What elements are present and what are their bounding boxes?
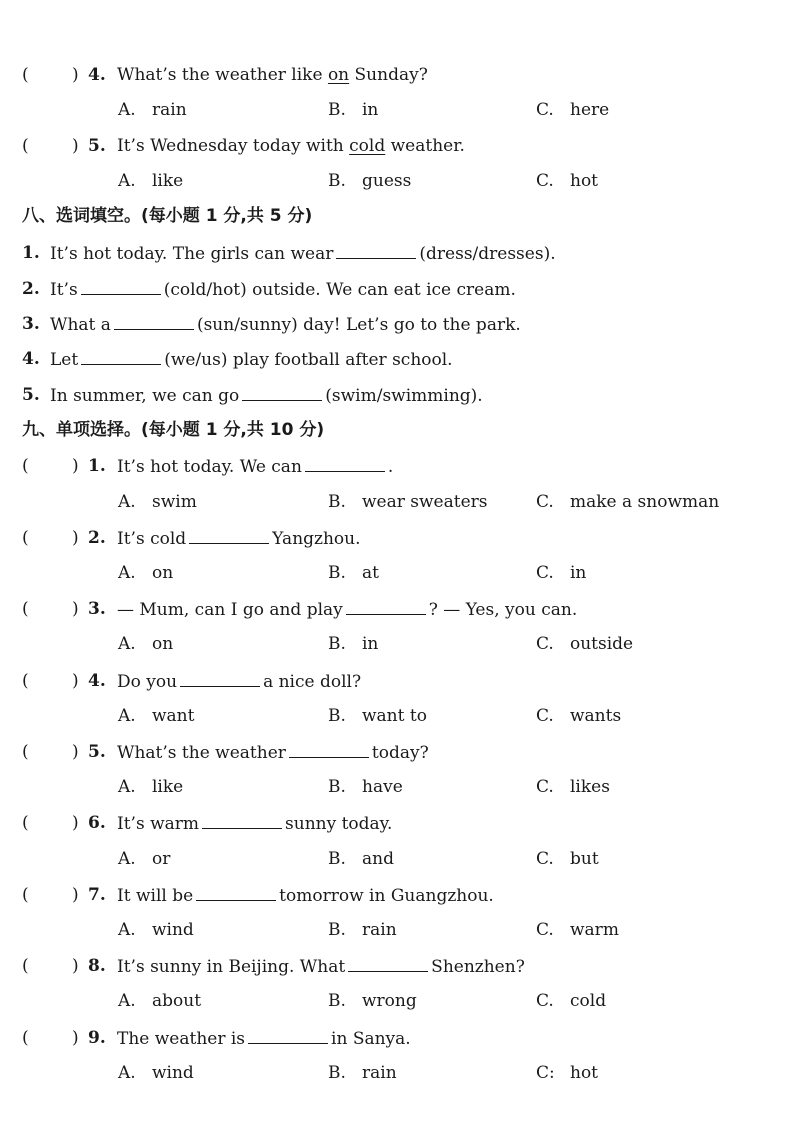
answer-blank	[248, 1025, 328, 1044]
answer-blank	[289, 739, 369, 758]
option-c: C. likes	[536, 777, 610, 797]
answer-blank	[348, 953, 428, 972]
option-a: A. about	[118, 991, 202, 1011]
answer-paren-right: )	[72, 813, 79, 833]
answer-paren-right: )	[72, 885, 79, 905]
underlined-word: on	[327, 65, 350, 85]
question-number: 5.	[88, 742, 106, 762]
answer-paren-right: )	[72, 1028, 79, 1048]
fill-item-5	[0, 382, 800, 408]
item-stem: It’s (cold/hot) outside. We can eat ice cream.	[50, 276, 516, 303]
answer-paren-left[interactable]: (	[22, 1028, 29, 1048]
option-a: A. wind	[118, 920, 194, 940]
item-number: 1.	[22, 243, 40, 263]
mc-question-3-options	[0, 631, 800, 657]
mc-question-3	[0, 596, 800, 622]
option-a: A. wind	[118, 1063, 194, 1083]
item-stem: Let (we/us) play football after school.	[50, 346, 453, 373]
section-title: 八、选词填空。(每小题 1 分,共 5 分)	[22, 206, 313, 226]
question-stem: Do you a nice doll?	[117, 668, 361, 695]
answer-blank[interactable]	[81, 276, 161, 295]
question-stem: It’s cold Yangzhou.	[117, 525, 361, 552]
answer-blank	[346, 596, 426, 615]
answer-paren-left[interactable]: (	[22, 956, 29, 976]
question-stem: It’s sunny in Beijing. What Shenzhen?	[117, 953, 525, 980]
question-number: 5.	[88, 136, 106, 156]
section-8-title-row	[0, 203, 800, 229]
option-b: B. want to	[328, 706, 427, 726]
mc-question-6-options	[0, 846, 800, 872]
answer-paren-right: )	[72, 528, 79, 548]
mc-question-6	[0, 810, 800, 836]
mc-question-9	[0, 1025, 800, 1051]
answer-paren-left[interactable]: (	[22, 813, 29, 833]
answer-paren-left[interactable]: (	[22, 671, 29, 691]
answer-blank[interactable]	[81, 346, 161, 365]
option-a: A. like	[118, 777, 184, 797]
question-number: 3.	[88, 599, 106, 619]
item-number: 2.	[22, 279, 40, 299]
mc-question-1-options	[0, 489, 800, 515]
option-b: B. rain	[328, 920, 397, 940]
item-stem: In summer, we can go (swim/swimming).	[50, 382, 483, 409]
prev-question-5-options	[0, 168, 800, 194]
answer-paren-left[interactable]: (	[22, 456, 29, 476]
question-number: 4.	[88, 671, 106, 691]
option-c: C. warm	[536, 920, 619, 940]
answer-paren-left[interactable]: (	[22, 885, 29, 905]
mc-question-5-options	[0, 774, 800, 800]
mc-question-9-options	[0, 1060, 800, 1086]
question-stem: What’s the weather today?	[117, 739, 429, 766]
option-c: C. wants	[536, 706, 622, 726]
option-a: A. rain	[118, 100, 187, 120]
option-a: A. on	[118, 634, 174, 654]
question-stem: It’s hot today. We can .	[117, 453, 393, 480]
fill-item-3	[0, 311, 800, 337]
question-stem: What’s the weather like on Sunday?	[117, 65, 428, 85]
mc-question-4	[0, 668, 800, 694]
option-a: A. on	[118, 563, 174, 583]
item-stem: What a (sun/sunny) day! Let’s go to the park.	[50, 311, 521, 338]
item-number: 3.	[22, 314, 40, 334]
underlined-word: cold	[349, 136, 386, 156]
section-9-title-row	[0, 417, 800, 443]
option-c: C. hot	[536, 171, 599, 191]
option-b: B. wrong	[328, 991, 417, 1011]
option-c: C: hot	[536, 1063, 599, 1083]
option-b: B. in	[328, 100, 379, 120]
option-c: C. outside	[536, 634, 634, 654]
section-title: 九、单项选择。(每小题 1 分,共 10 分)	[22, 420, 325, 440]
answer-paren-right: )	[72, 65, 79, 85]
answer-blank	[180, 668, 260, 687]
mc-question-7	[0, 882, 800, 908]
question-number: 8.	[88, 956, 106, 976]
answer-paren-left: (	[22, 136, 29, 156]
mc-question-1	[0, 453, 800, 479]
option-c: C. in	[536, 563, 587, 583]
option-b: B. have	[328, 777, 403, 797]
question-stem: It’s warm sunny today.	[117, 810, 392, 837]
question-number: 7.	[88, 885, 106, 905]
option-b: B. at	[328, 563, 379, 583]
item-number: 5.	[22, 385, 40, 405]
option-c: C. cold	[536, 991, 607, 1011]
mc-question-7-options	[0, 917, 800, 943]
question-stem: The weather is in Sanya.	[117, 1025, 411, 1052]
answer-blank	[202, 810, 282, 829]
item-number: 4.	[22, 349, 40, 369]
option-c: C. make a snowman	[536, 492, 720, 512]
fill-item-1	[0, 240, 800, 266]
question-number: 1.	[88, 456, 106, 476]
mc-question-4-options	[0, 703, 800, 729]
option-b: B. wear sweaters	[328, 492, 488, 512]
mc-question-5	[0, 739, 800, 765]
question-stem: It’s Wednesday today with cold weather.	[117, 136, 465, 156]
question-number: 6.	[88, 813, 106, 833]
item-stem: It’s hot today. The girls can wear (dress/dresses).	[50, 240, 556, 267]
answer-blank[interactable]	[336, 240, 416, 259]
option-b: B. rain	[328, 1063, 397, 1083]
question-stem: — Mum, can I go and play ? — Yes, you can.	[117, 596, 577, 623]
option-a: A. or	[118, 849, 171, 869]
answer-paren-right: )	[72, 742, 79, 762]
answer-paren-right: )	[72, 956, 79, 976]
answer-blank[interactable]	[242, 382, 322, 401]
answer-paren-left[interactable]: (	[22, 742, 29, 762]
question-number: 2.	[88, 528, 106, 548]
prev-question-4	[0, 62, 800, 88]
question-number: 4.	[88, 65, 106, 85]
answer-paren-right: )	[72, 136, 79, 156]
option-c: C. but	[536, 849, 599, 869]
prev-question-4-options	[0, 97, 800, 123]
mc-question-2-options	[0, 560, 800, 586]
mc-question-8-options	[0, 988, 800, 1014]
question-number: 9.	[88, 1028, 106, 1048]
answer-blank	[189, 525, 269, 544]
mc-question-2	[0, 525, 800, 551]
answer-blank	[305, 453, 385, 472]
fill-item-4	[0, 346, 800, 372]
answer-paren-left[interactable]: (	[22, 599, 29, 619]
option-a: A. swim	[118, 492, 197, 512]
question-stem: It will be tomorrow in Guangzhou.	[117, 882, 494, 909]
option-c: C. here	[536, 100, 610, 120]
answer-paren-right: )	[72, 456, 79, 476]
fill-item-2	[0, 276, 800, 302]
answer-paren-left: (	[22, 65, 29, 85]
answer-paren-left[interactable]: (	[22, 528, 29, 548]
option-b: B. in	[328, 634, 379, 654]
mc-question-8	[0, 953, 800, 979]
option-b: B. guess	[328, 171, 412, 191]
option-a: A. like	[118, 171, 184, 191]
answer-blank	[196, 882, 276, 901]
answer-paren-right: )	[72, 671, 79, 691]
prev-question-5	[0, 133, 800, 159]
answer-paren-right: )	[72, 599, 79, 619]
option-b: B. and	[328, 849, 394, 869]
option-a: A. want	[118, 706, 195, 726]
answer-blank[interactable]	[114, 311, 194, 330]
